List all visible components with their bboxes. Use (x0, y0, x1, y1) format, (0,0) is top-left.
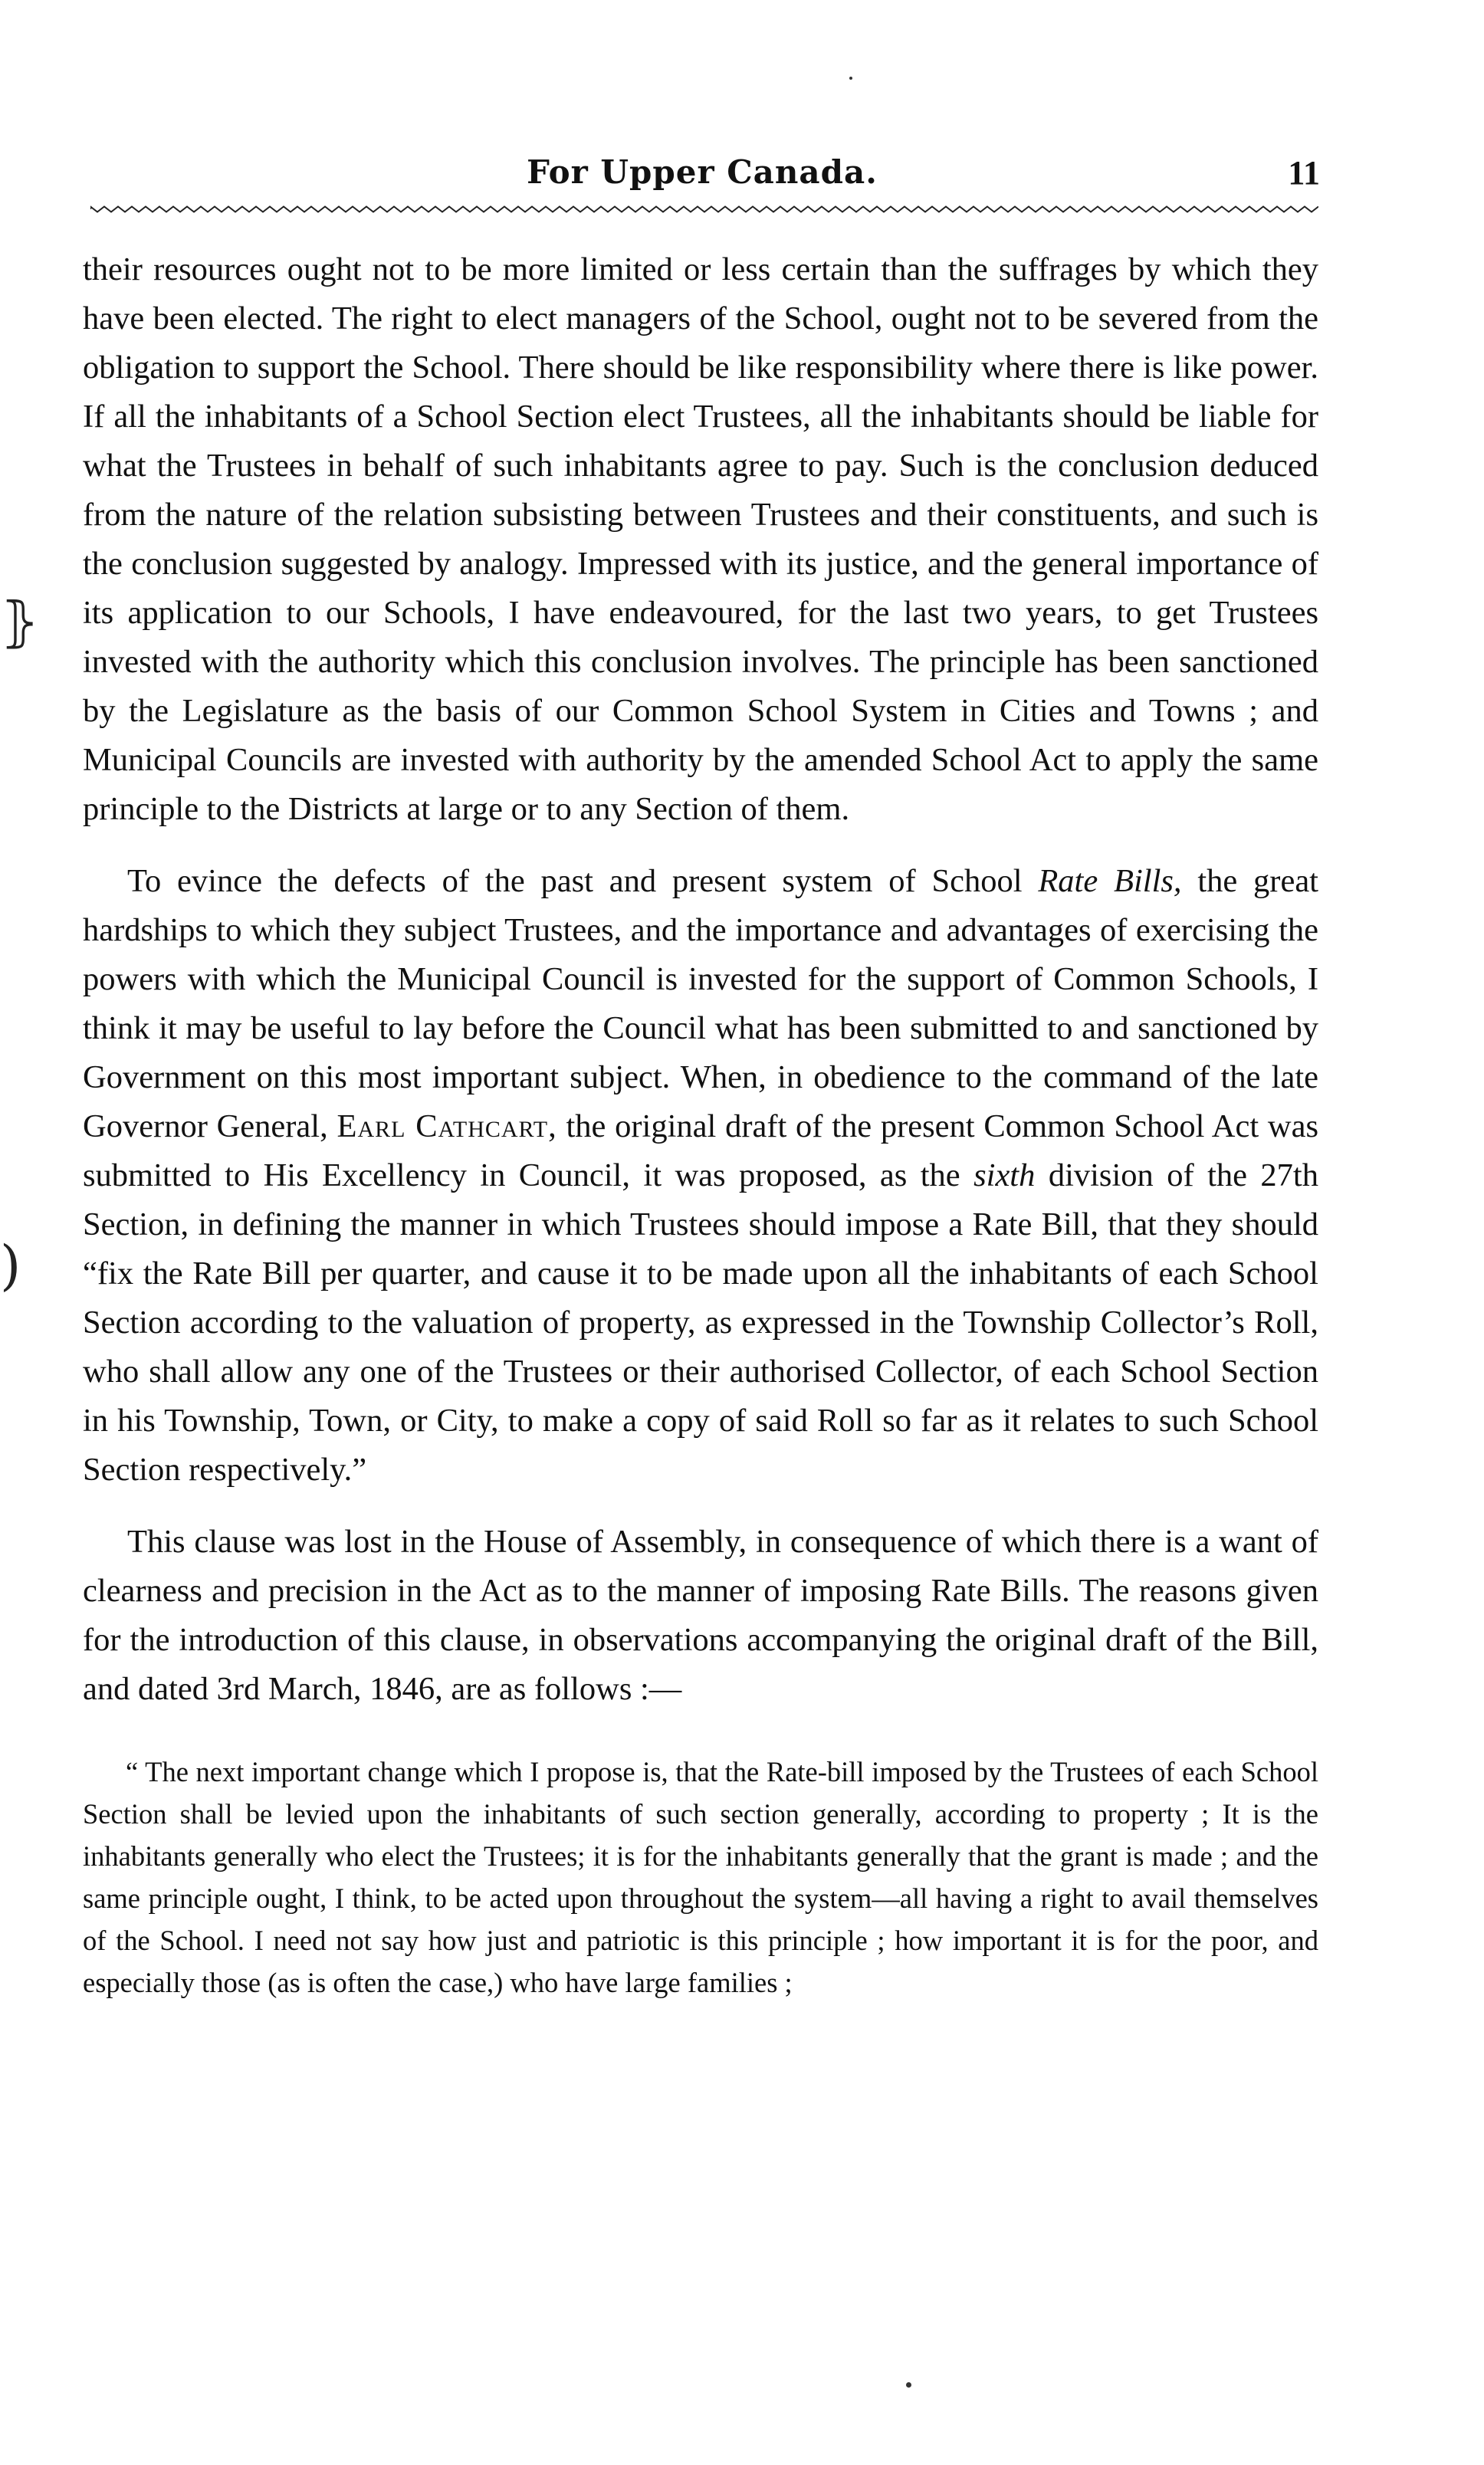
margin-paren-mark: ) (0, 1234, 21, 1297)
page-number: 11 (1288, 154, 1320, 192)
paragraph-2-text-d: division of the 27th Section, in defining the manner in which Trustees should impose a Rate Bill, that they should “fix the Rate Bill per quarter, and cause it to be made upon all the inhabitants of each School Section according to the valuation of property, as expressed in the Township Collector’s Roll, who shall allow any one of the Trustees or their authorised Collector, of each School Section in his Township, Town, or City, to make a copy of said Roll so far as it relates to such School Section respectively.” (83, 1157, 1318, 1488)
running-title: For Upper Canada. (527, 153, 878, 191)
body-text (83, 245, 1318, 2004)
stray-ink-dot-top (849, 77, 852, 80)
stray-ink-dot (906, 2382, 911, 2388)
block-quote: “ The next important change which I propose is, that the Rate-bill imposed by the Trustees of each School Section shall be levied upon the inhabitants of such section generally, according to property ; It is the inhabitants generally who elect the Trustees; it is for the inhabitants generally that the grant is made ; and the same principle ought, I think, to be acted upon throughout the system—all having a right to avail themselves of the School. I need not say how just and patriotic is this principle ; how important it is for the poor, and especially those (as is often the case,) who have large families ; (83, 1756, 1318, 1998)
paragraph-2-earl-cathcart: Earl Cathcart, (337, 1108, 557, 1144)
paragraph-2-italic-sixth: sixth (973, 1157, 1036, 1193)
wavy-rule (90, 204, 1318, 215)
paragraph-3 (83, 1518, 1318, 1714)
paragraph-3-text: This clause was lost in the House of Assembly, in consequence of which there is a want of clearness and precision in the Act as to the manner of imposing Rate Bills. The reasons given for the introduction of this clause, in observations accompanying the original draft of the Bill, and dated 3rd March, 1846, are as follows :— (83, 1524, 1318, 1707)
paragraph-2-text-c: the original draft of the present Common School Act was submitted to His Excellency in Council, it was proposed, as the (83, 1108, 1318, 1193)
paragraph-2 (83, 857, 1318, 1495)
paragraph-1 (83, 245, 1318, 834)
paragraph-2-italic-rate-bills: Rate Bills, (1038, 863, 1182, 899)
margin-brace-mark: ⦄ (0, 590, 40, 653)
paragraph-2-text-b: the great hardships to which they subject Trustees, and the importance and advantages of exercising the powers with which the Municipal Council is invested for the support of Common Schools, I think it may be useful to lay before the Council what has been submitted to and sanctioned by Government on this most important subject. When, in obedience to the command of the late Governor General, (83, 863, 1318, 1144)
paragraph-1-text: their resources ought not to be more limited or less certain than the suffrages by which they have been elected. The right to elect managers of the School, ought not to be severed from the obligation to support the School. There should be like responsibility where there is like power. If all the inhabitants of a School Section elect Trustees, all the inhabitants should be liable for what the Trustees in behalf of such inhabitants agree to pay. Such is the conclusion deduced from the nature of the relation subsisting between Trustees and their constituents, and such is the conclusion suggested by analogy. Impressed with its justice, and the general importance of its application to our Schools, I have endeavoured, for the last two years, to get Trustees invested with the authority which this conclusion involves. The principle has been sanctioned by the Legislature as the basis of our Common School System in Cities and Towns ; and Municipal Councils are invested with authority by the amended School Act to apply the same principle to the Districts at large or to any Section of them. (83, 251, 1318, 827)
paragraph-2-text-a: To evince the defects of the past and present system of School (127, 863, 1039, 899)
running-head (84, 153, 1320, 199)
